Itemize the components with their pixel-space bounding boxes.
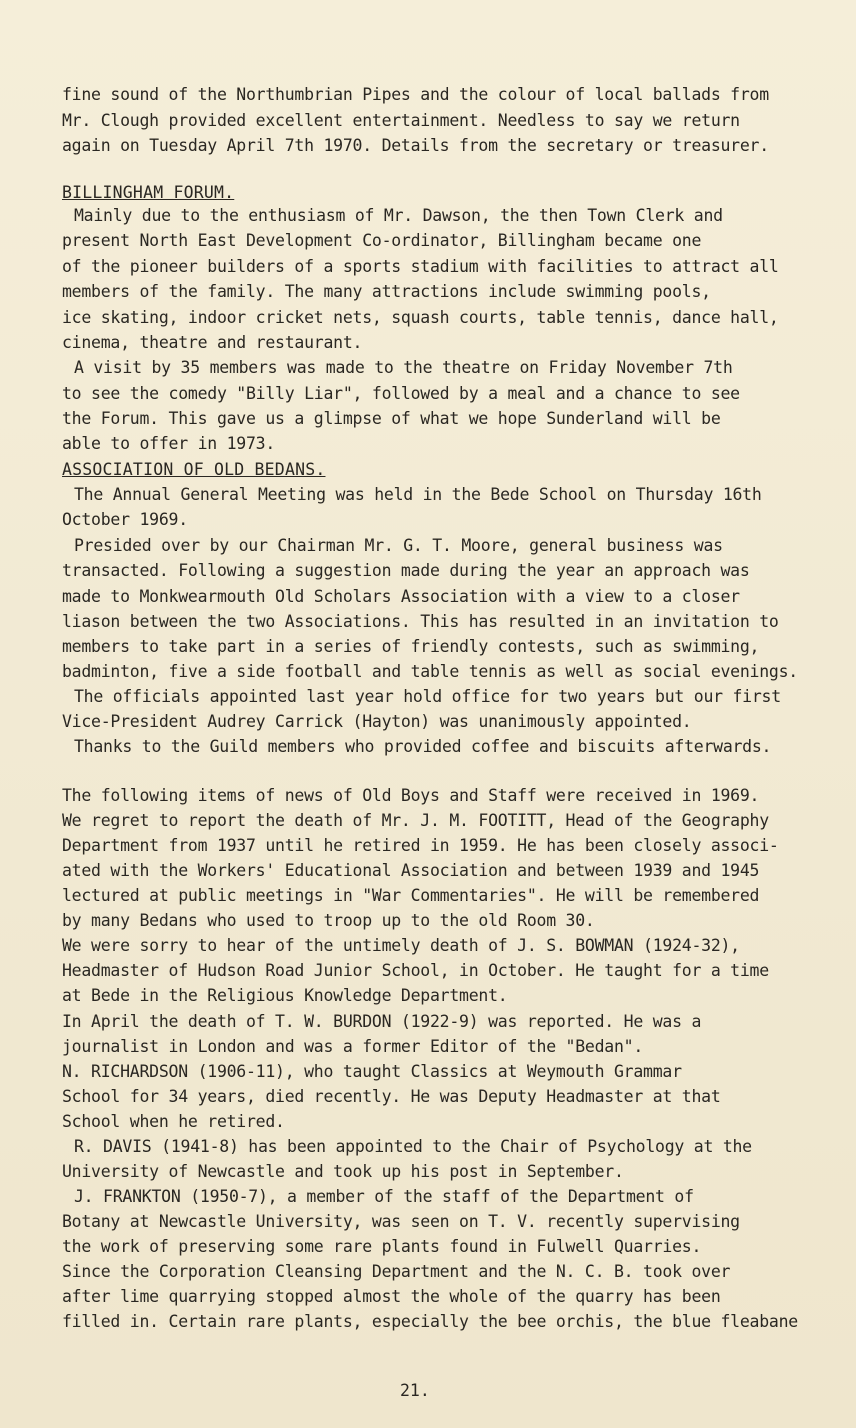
news-line: at Bede in the Religious Knowledge Department. <box>62 986 508 1005</box>
news-line: School for 34 years, died recently. He was Deputy Headmaster at that <box>62 1087 721 1106</box>
intro-line: Mr. Clough provided excellent entertainment. Needless to say we return <box>62 111 740 130</box>
association-line: members to take part in a series of friendly contests, such as swimming, <box>62 637 760 656</box>
page-number: 21. <box>400 1381 430 1400</box>
news-line: School when he retired. <box>62 1112 285 1131</box>
news-line: by many Bedans who used to troop up to the old Room 30. <box>62 911 595 930</box>
news-line: Since the Corporation Cleansing Department and the N. C. B. took over <box>62 1262 731 1281</box>
forum-line: present North East Development Co-ordinator, Billingham became one <box>62 231 702 250</box>
forum-line: to see the comedy "Billy Liar", followed by a meal and a chance to see <box>62 384 740 403</box>
intro-line: again on Tuesday April 7th 1970. Details from the secretary or treasurer. <box>62 136 769 155</box>
forum-line: cinema, theatre and restaurant. <box>62 333 363 352</box>
association-line: Thanks to the Guild members who provided coffee and biscuits afterwards. <box>74 737 772 756</box>
association-line: The officials appointed last year hold office for two years but our first <box>74 687 781 706</box>
news-line: ated with the Workers' Educational Association and between 1939 and 1945 <box>62 861 760 880</box>
forum-line: members of the family. The many attractions include swimming pools, <box>62 282 711 301</box>
news-line: University of Newcastle and took up his post in September. <box>62 1162 624 1181</box>
news-line: We were sorry to hear of the untimely death of J. S. BOWMAN (1924-32), <box>62 936 740 955</box>
association-line: liason between the two Associations. This has resulted in an invitation to <box>62 612 779 631</box>
forum-line: able to offer in 1973. <box>62 434 276 453</box>
news-line: the work of preserving some rare plants found in Fulwell Quarries. <box>62 1237 702 1256</box>
association-line: October 1969. <box>62 510 188 529</box>
association-line: badminton, five a side football and table tennis as well as social evenings. <box>62 662 798 681</box>
news-line: J. FRANKTON (1950-7), a member of the staff of the Department of <box>74 1187 694 1206</box>
news-line: R. DAVIS (1941-8) has been appointed to the Chair of Psychology at the <box>74 1137 752 1156</box>
news-line: after lime quarrying stopped almost the whole of the quarry has been <box>62 1287 721 1306</box>
intro-line: fine sound of the Northumbrian Pipes and the colour of local ballads from <box>62 85 769 104</box>
forum-line: of the pioneer builders of a sports stadium with facilities to attract all <box>62 257 779 276</box>
news-line: filled in. Certain rare plants, especially the bee orchis, the blue fleabane <box>62 1312 798 1331</box>
association-line: made to Monkwearmouth Old Scholars Association with a view to a closer <box>62 587 740 606</box>
news-line: N. RICHARDSON (1906-11), who taught Classics at Weymouth Grammar <box>62 1062 682 1081</box>
forum-line: ice skating, indoor cricket nets, squash courts, table tennis, dance hall, <box>62 308 779 327</box>
news-line: journalist in London and was a former Editor of the "Bedan". <box>62 1037 644 1056</box>
news-line: Headmaster of Hudson Road Junior School, in October. He taught for a time <box>62 961 769 980</box>
association-line: The Annual General Meeting was held in the Bede School on Thursday 16th <box>74 485 762 504</box>
news-line: The following items of news of Old Boys and Staff were received in 1969. <box>62 786 760 805</box>
section-heading-old-bedans: ASSOCIATION OF OLD BEDANS. <box>62 460 326 479</box>
forum-line: Mainly due to the enthusiasm of Mr. Dawson, the then Town Clerk and <box>74 206 723 225</box>
news-line: We regret to report the death of Mr. J. M. FOOTITT, Head of the Geography <box>62 811 769 830</box>
association-line: Presided over by our Chairman Mr. G. T. Moore, general business was <box>74 536 723 555</box>
news-line: lectured at public meetings in "War Commentaries". He will be remembered <box>62 886 760 905</box>
news-line: In April the death of T. W. BURDON (1922-9) was reported. He was a <box>62 1012 702 1031</box>
association-line: Vice-President Audrey Carrick (Hayton) was unanimously appointed. <box>62 712 692 731</box>
news-line: Botany at Newcastle University, was seen on T. V. recently supervising <box>62 1212 740 1231</box>
forum-line: A visit by 35 members was made to the theatre on Friday November 7th <box>74 358 733 377</box>
forum-line: the Forum. This gave us a glimpse of what we hope Sunderland will be <box>62 409 721 428</box>
association-line: transacted. Following a suggestion made during the year an approach was <box>62 561 750 580</box>
news-line: Department from 1937 until he retired in 1959. He has been closely associ- <box>62 836 779 855</box>
section-heading-billingham-forum: BILLINGHAM FORUM. <box>62 183 235 202</box>
